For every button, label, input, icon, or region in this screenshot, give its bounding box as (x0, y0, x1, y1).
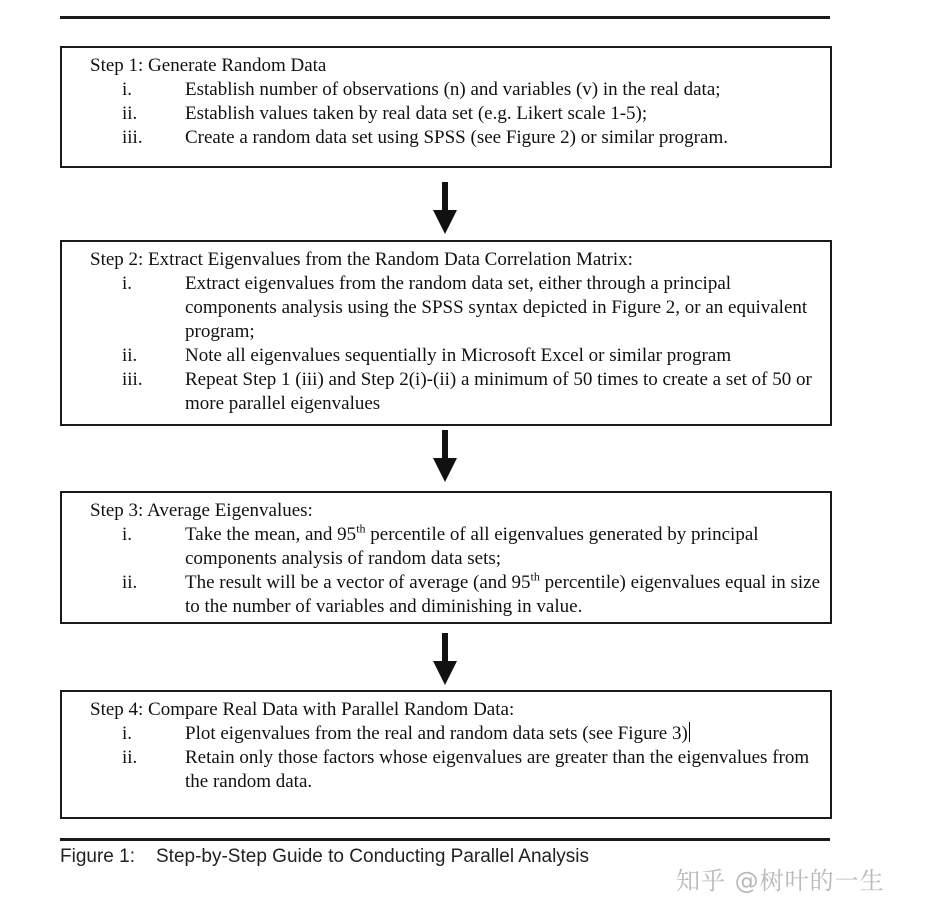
figure-label: Figure 1: (60, 846, 135, 867)
step-2-title: Step 2: Extract Eigenvalues from the Random Data Correlation Matrix: (90, 249, 633, 270)
step-3-item-2 (90, 571, 824, 619)
step-4-item-2 (90, 746, 824, 794)
step-1-items (90, 78, 824, 150)
step-3-box (60, 491, 832, 624)
step-1-box (60, 46, 832, 168)
item-number: ii. (122, 747, 138, 768)
step-3-title: Step 3: Average Eigenvalues: (90, 500, 313, 521)
item-text-content: Plot eigenvalues from the real and random data sets (see Figure 3) (185, 723, 688, 744)
figure-caption (60, 845, 589, 869)
item-text-start: Take the mean, and 95 (185, 524, 357, 545)
bottom-rule (60, 838, 830, 841)
step-1-title: Step 1: Generate Random Data (90, 55, 327, 76)
item-number: iii. (122, 127, 143, 148)
item-text (185, 722, 824, 746)
item-text: Extract eigenvalues from the random data set, either through a principal components analysis using the SPSS syntax depicted in Figure 2, or an equivalent program; (185, 273, 808, 342)
item-number: ii. (122, 572, 138, 593)
down-arrow-icon (432, 633, 458, 685)
step-2-item-3 (90, 368, 824, 416)
item-text: Note all eigenvalues sequentially in Microsoft Excel or similar program (185, 345, 732, 366)
item-number: i. (122, 723, 133, 744)
step-2-item-1 (90, 272, 824, 344)
down-arrow-icon (432, 182, 458, 234)
watermark: 知乎 @树叶的一生 (676, 867, 885, 895)
step-4-item-1 (90, 722, 824, 746)
item-text: Repeat Step 1 (iii) and Step 2(i)-(ii) a minimum of 50 times to create a set of 50 or more parallel eigenvalues (185, 369, 812, 414)
item-text-end: percentile of all eigenvalues generated by principal components analysis of random data sets; (185, 524, 759, 569)
item-number: i. (122, 524, 133, 545)
step-3-item-1 (90, 523, 824, 571)
item-text-start: The result will be a vector of average (and 95 (185, 572, 531, 593)
step-2-item-2 (90, 344, 824, 368)
step-3-items (90, 523, 824, 619)
step-4-box (60, 690, 832, 819)
item-number: ii. (122, 103, 138, 124)
item-text: Retain only those factors whose eigenvalues are greater than the eigenvalues from the random data. (185, 747, 810, 792)
down-arrow-icon (432, 430, 458, 482)
top-rule (60, 16, 830, 19)
item-text: Establish number of observations (n) and variables (v) in the real data; (185, 79, 721, 100)
text-cursor (689, 722, 690, 742)
item-number: ii. (122, 345, 138, 366)
step-2-items (90, 272, 824, 416)
ordinal-suffix: th (530, 569, 540, 584)
step-1-item-2 (90, 102, 824, 126)
item-text (185, 571, 824, 619)
item-text-end: percentile) eigenvalues equal in size to the number of variables and diminishing in value. (185, 572, 821, 617)
item-text (185, 523, 824, 571)
figure-caption-text: Step-by-Step Guide to Conducting Parallel Analysis (156, 846, 590, 867)
step-4-title: Step 4: Compare Real Data with Parallel Random Data: (90, 699, 515, 720)
ordinal-suffix: th (356, 521, 366, 536)
item-text: Establish values taken by real data set (e.g. Likert scale 1-5); (185, 103, 648, 124)
step-1-item-3 (90, 126, 824, 150)
item-number: i. (122, 273, 133, 294)
item-number: iii. (122, 369, 143, 390)
item-number: i. (122, 79, 133, 100)
item-text: Create a random data set using SPSS (see Figure 2) or similar program. (185, 127, 728, 148)
step-4-items (90, 722, 824, 794)
step-1-item-1 (90, 78, 824, 102)
step-2-box (60, 240, 832, 426)
